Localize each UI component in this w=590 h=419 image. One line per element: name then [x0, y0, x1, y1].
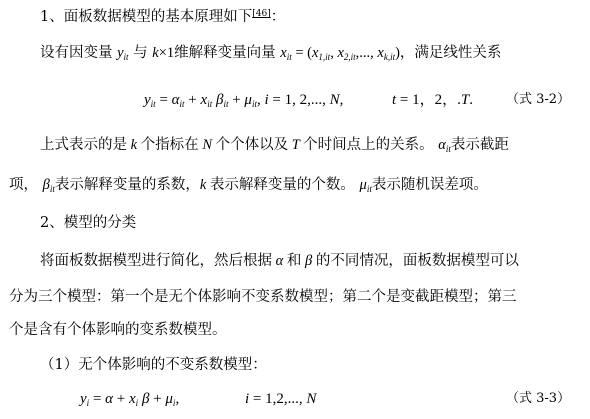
simplify-line-2: 分为三个模型：第一个是无个体影响不变系数模型；第二个是变截距模型；第三 — [9, 289, 517, 305]
definition-paragraph: 设有因变量 $y_{it}$ 与 k×1维解释变量向量 $x_{it} = (x_{1,it}$, $x_{2,it}$,..., $x_{k,it}$)，满足线性关系 — [40, 45, 502, 62]
equation-3-3-tag: （式 3-3） — [506, 391, 571, 406]
subheading-no-individual-effect: （1）无个体影响的不变系数模型： — [40, 357, 267, 373]
math-beta-it: $\beta_{it}$ — [42, 177, 55, 194]
equation-3-3-range: i = 1,2,..., N — [245, 391, 317, 407]
simplify-line-1: 将面板数据模型进行简化，然后根据 α 和 β 的不同情况，面板数据模型可以 — [40, 253, 519, 269]
equation-3-2-tag: （式 3-2） — [506, 92, 571, 107]
math-k-times-1: k×1 — [152, 45, 175, 61]
math-mu-it: $\mu_{it}$ — [359, 177, 372, 194]
math-x-vector: $x_{it} = (x_{1,it}$, $x_{2,it}$,..., $x_{k,it}$) — [280, 45, 400, 62]
equation-3-2: $y_{it} = \alpha_{it} + x_{it}$ $\beta_{it} + \mu_{it}$, i = 1, 2,..., N, — [144, 92, 344, 109]
citation-link[interactable]: [46] — [252, 9, 271, 19]
heading-basic-principle: 1、面板数据模型的基本原理如下[46]： — [40, 9, 286, 25]
equation-3-3: $y_i = \alpha + x_i$ $\beta + \mu_i$, — [80, 391, 180, 408]
heading-model-classification: 2、模型的分类 — [40, 215, 137, 231]
equation-3-2-t-range: t = 1，2，.T. — [392, 92, 473, 108]
math-alpha-it: $\alpha_{it}$ — [438, 137, 451, 154]
math-y-it: $y_{it}$ — [117, 45, 129, 62]
explanation-line-2: 项， $\beta_{it}$表示解释变量的系数，k 表示解释变量的个数。 $\mu_{it}$表示随机误差项。 — [9, 177, 488, 194]
simplify-line-3: 个是含有个体影响的变系数模型。 — [9, 322, 227, 338]
explanation-line-1: 上式表示的是 k 个指标在 N 个个体以及 T 个时间点上的关系。 $\alpha_{it}$表示截距 — [40, 137, 509, 154]
